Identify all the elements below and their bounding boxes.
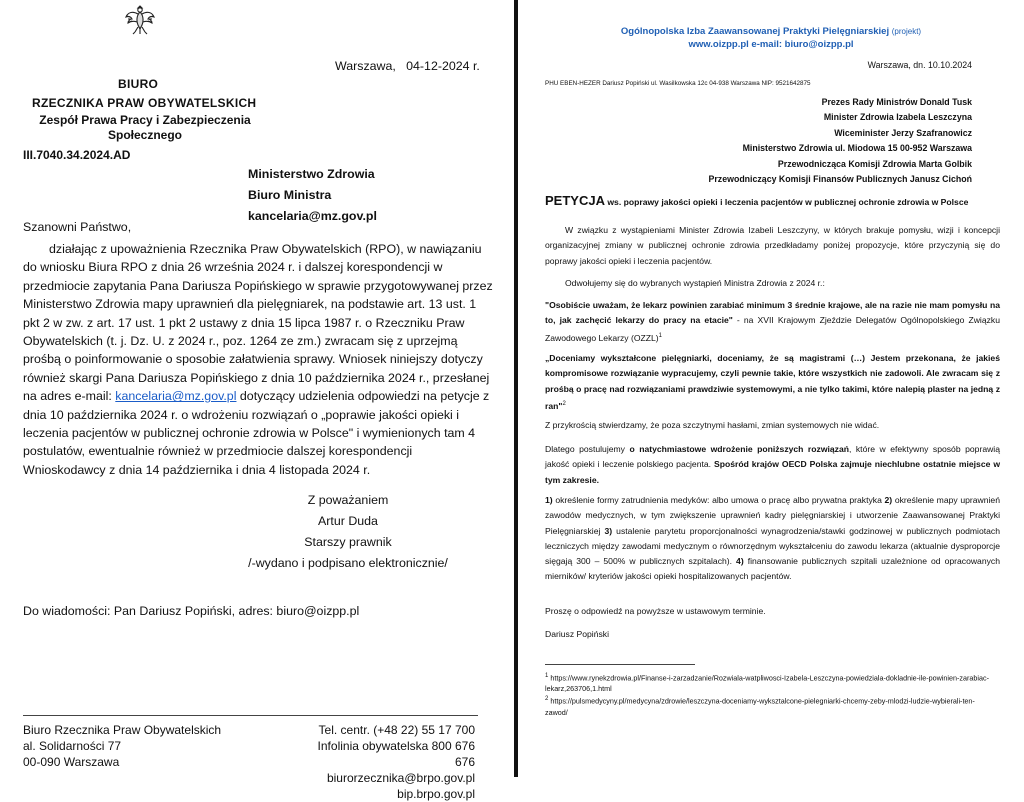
addressee-item: Wiceminister Jerzy Szafranowicz <box>834 127 972 138</box>
postulate-3: ustalenie parytetu proporcjonalności wynagrodzenia/stawki godzinowej w publicznych podmiotach leczniczych między zawodami medycznym o równorzędnym wykształceniu do zawodu lekarza (aktualnie dysproporcje sięgają 300 – 500% w publicznych szpitalach). <box>545 525 1000 567</box>
petition-title <box>545 193 1000 208</box>
addressee-item: Minister Zdrowia Izabela Leszczyna <box>823 112 972 123</box>
para-4-b: o natychmiastowe wdrożenie poniższych rozwiązań <box>629 444 849 454</box>
quote-1-rest: - na XVII Krajowym Zjeździe Delegatów Ogólnopolskiego Związku Zawodowego Lekarzy (OZZL) <box>545 315 1000 343</box>
postulate-2-number: 2) <box>884 495 893 505</box>
body-text-part-2: dotyczący udzielenia odpowiedzi na petycje z dnia 10 października 2024 r. o wdrożeniu rozwiązań o „poprawie jakości opieki i leczenia pacjentów w publicznej ochronie zdrowia w Polsce" i wymienionych tam 4 postulatów, ewentualnie również w przedmiocie dalszej korespondencji Wnioskodawcy z dnia 14 października i dnia 4 listopada 2024 r. <box>23 389 490 477</box>
footer-contacts <box>300 722 475 802</box>
footer-phone: Tel. centr. (+48 22) 55 17 700 <box>318 723 475 737</box>
postulate-3-number: 3) <box>604 525 613 536</box>
footnote-1-number: 1 <box>545 673 549 679</box>
greeting: Szanowni Państwo, <box>23 220 132 234</box>
org-name-text: Ogólnopolska Izba Zaawansowanej Praktyki Pielęgniarskiej <box>620 26 890 37</box>
para-4-d: Spośród krajów OECD Polska zajmuje niechlubne ostatnie miejsce w tym zakresie. <box>545 459 1001 485</box>
footnote-2-url[interactable]: https://pulsmedycyny.pl/medycyna/zdrowie/leszczyna-doceniamy-wyksztalcone-pielegniarki-chcemy-zeby-mlodzi-ludzie-wybierali-ten-zawod/ <box>545 696 975 717</box>
petition-signature: Dariusz Popiński <box>545 629 609 639</box>
footer-address <box>23 722 221 770</box>
petition-date: Warszawa, dn. 10.10.2024 <box>867 60 972 70</box>
closing-block <box>218 490 478 574</box>
footnote-ref-2: 2 <box>562 400 566 407</box>
footer-address-line-2: al. Solidarności 77 <box>23 739 122 753</box>
petition-request: Proszę o odpowiedź na powyższe w ustawowym terminie. <box>545 606 766 616</box>
team-heading: Zespół Prawa Pracy i Zabezpieczenia Społecznego <box>39 113 251 142</box>
recipient-line-1: Ministerstwo Zdrowia <box>248 167 375 181</box>
postulate-2: określenie mapy uprawnień zawodów medycznych, w tym zwiększenie uprawnień kadry pielęgniarskiej i utworzenie Zaawansowanej Praktyki Pielęgniarskiej <box>545 495 1000 536</box>
footnote-1-url[interactable]: https://www.rynekzdrowia.pl/Finanse-i-zarzadzanie/Rozwiala-watpliwosci-Izabela-Leszczyna-powiedziala-dokladnie-ile-powinien-zarabiac-lekarz,263706,1.html <box>545 673 989 694</box>
right-page <box>518 0 1024 777</box>
petition-paragraph-3: Z przykrością stwierdzamy, że poza szczytnymi hasłami, zmian systemowych nie widać. <box>545 420 880 430</box>
body-text-part-1: działając z upoważnienia Rzecznika Praw Obywatelskich (RPO), w nawiązaniu do wniosku Biura RPO z dnia 26 września 2024 r. i dalszej korespondencji w przedmiocie zapytania Pana Dariusza Popińskiego w sprawie przygotowywanej przez Ministerstwo Zdrowia mapy uprawnień dla pielęgniarek, na podstawie art. 13 ust. 1 pkt 2 w zw. z art. 17 ust. 1 pkt 2 ustawy z dnia 15 lipca 1987 r. o Rzeczniku Praw Obywatelskich (t. j. Dz. U. z 2024 r., poz. 1264 ze zm.) zwracam się z uprzejmą prośbą o poinformowanie o sposobie załatwienia sprawy. Wniosek niniejszy dotyczy również skargi Pana Dariusza Popińskiego z dnia 10 października 2024 r., przesłanej na adres e-mail: <box>23 242 493 404</box>
cc-line: Do wiadomości: Pan Dariusz Popiński, adres: biuro@oizpp.pl <box>23 604 360 618</box>
signer-name: Artur Duda <box>318 514 378 528</box>
para-4-a: Dlatego postulujemy <box>545 444 630 454</box>
addressee-item: Przewodniczący Komisji Finansów Publicznych Janusz Cichoń <box>708 174 972 185</box>
sender-line: PHU EBEN-HEZER Dariusz Popiński ul. Wasilkowska 12c 04-938 Warszawa NIP: 9521642875 <box>545 80 811 87</box>
postulate-1: określenie formy zatrudnienia medyków: albo umowa o pracę albo prywatna praktyka <box>552 495 885 505</box>
footer-address-line-1: Biuro Rzecznika Praw Obywatelskich <box>23 723 222 737</box>
footer-divider <box>23 715 478 716</box>
postulates <box>545 493 1000 585</box>
postulate-4: finansowanie publicznych szpitali uzależnione od opracowanych mierników/ kryteriów jakości opieki hospitalizowanych pacjentów. <box>545 556 1000 582</box>
letter-date: Warszawa, 04-12-2024 r. <box>335 59 480 73</box>
signer-title: Starszy prawnik <box>304 535 392 549</box>
postulate-4-number: 4) <box>736 556 744 567</box>
addressee-list <box>709 95 972 187</box>
petition-title-rest: ws. poprawy jakości opieki i leczenia pacjentów w publicznej ochronie zdrowia w Polsce <box>604 197 969 207</box>
petition-quote-2 <box>545 351 1000 414</box>
quote-2-bold: „Doceniamy wykształcone pielęgniarki, doceniamy, że są magistrami (…) Jestem przekonana, że jakieś kompromisowe rozwiązanie wypracujemy, czyli pewnie takie, które wszystkich nie zadowoli. Ale zwracam się z prośbą o pracę nad rozwiązaniami prawdziwie systemowymi, a nie tylko takimi, które nalepią plaster na jedną z ran" <box>545 353 1000 411</box>
footnote-2-number: 2 <box>545 696 549 703</box>
recipient-line-2: Biuro Ministra <box>248 188 332 202</box>
footer-address-line-3: 00-090 Warszawa <box>23 755 120 769</box>
footer-bip: bip.brpo.gov.pl <box>397 787 475 801</box>
footnote-2 <box>545 694 995 717</box>
email-link[interactable]: kancelaria@mz.gov.pl <box>115 389 237 404</box>
footer-email: biurorzecznika@brpo.gov.pl <box>326 771 475 785</box>
reference-number: III.7040.34.2024.AD <box>23 148 131 162</box>
org-suffix: (projekt) <box>891 27 922 36</box>
addressee-item: Ministerstwo Zdrowia ul. Miodowa 15 00-952 Warszawa <box>742 143 972 154</box>
petition-title-big: PETYCJA <box>545 193 605 208</box>
letter-body <box>23 240 495 479</box>
petition-quote-1 <box>545 298 1000 346</box>
office-heading: BIURO <box>118 77 159 91</box>
footer-hotline: Infolinia obywatelska 800 676 676 <box>317 739 475 769</box>
closing-salutation: Z poważaniem <box>307 493 389 507</box>
quote-1-bold: "Osobiście uważam, że lekarz powinien zarabiać minimum 3 średnie krajowe, ale na razie nie mam pomysłu na to, jak zachęcić lekarzy do pracy na etacie" <box>545 300 1000 326</box>
organization-name <box>518 26 1024 37</box>
ombudsman-heading: RZECZNIKA PRAW OBYWATELSKICH <box>32 96 257 110</box>
eagle-emblem-icon <box>123 3 157 37</box>
footnotes <box>545 671 995 718</box>
petition-paragraph-2: Odwołujemy się do wybranych wystąpień Ministra Zdrowia z 2024 r.: <box>565 278 825 288</box>
addressee-item: Przewodnicząca Komisji Zdrowia Marta Golbik <box>777 158 972 169</box>
footnote-ref-1: 1 <box>658 332 663 339</box>
petition-paragraph-4 <box>545 442 1000 488</box>
petition-paragraph-1: W związku z wystąpieniami Minister Zdrowia Izabeli Leszczyny, w których brakuje pomysłu, wizji i koncepcji organizacyjnej zmiany w publicznej ochronie zdrowia przedkładamy poniżej propozycje, które przyczynią się do poprawy jakości opieki i leczenia pacjentów. <box>545 225 1000 266</box>
addressee-item: Prezes Rady Ministrów Donald Tusk <box>821 97 972 107</box>
footnote-1 <box>545 671 995 694</box>
postulate-1-number: 1) <box>545 495 553 505</box>
recipient-email: kancelaria@mz.gov.pl <box>248 209 377 223</box>
organization-contacts: www.oizpp.pl e-mail: biuro@oizpp.pl <box>688 39 854 50</box>
signature-note: /-wydano i podpisano elektronicznie/ <box>248 556 448 570</box>
para-4-c: , które w efektywny sposób poprawią jakość opieki i leczenie polskiego pacjenta. <box>545 444 1000 470</box>
recipient-block <box>248 164 377 227</box>
footnote-divider <box>545 664 695 665</box>
